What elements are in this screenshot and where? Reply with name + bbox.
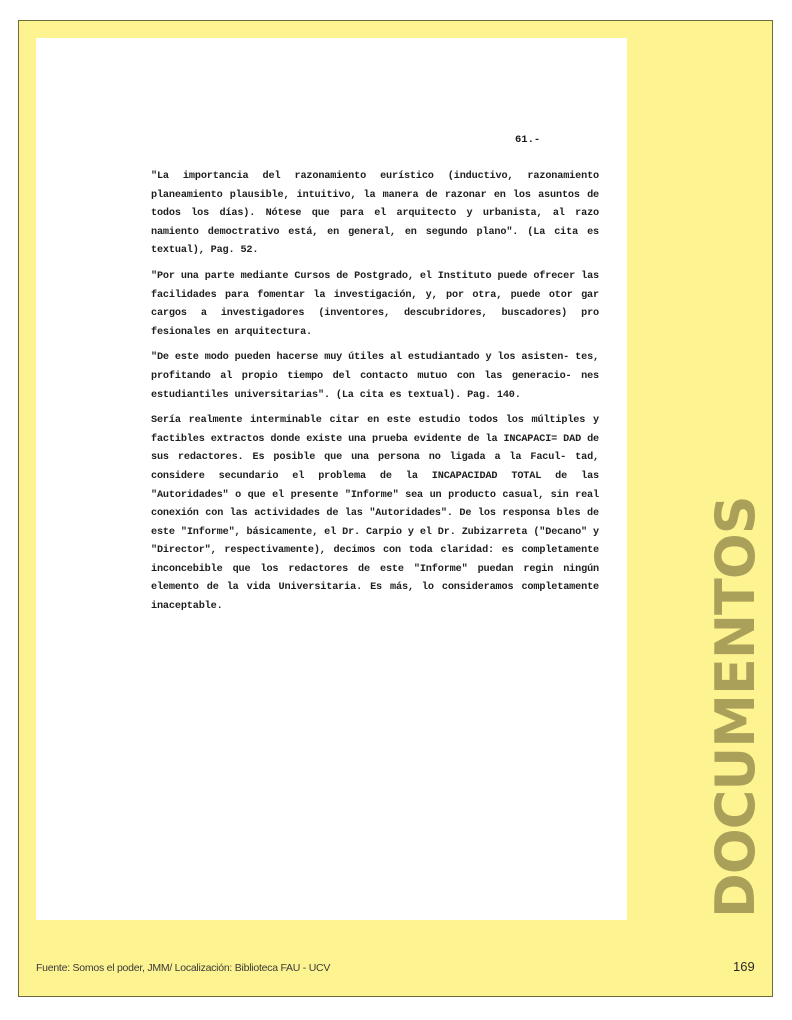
document-paragraph: "La importancia del razonamiento eurístico (inductivo, razonamiento planeamiento plausible, intuitivo, la manera de razonar en los asuntos de todos los días). Nótese que para el arquitecto y urbanista, al razo namiento democtrativo está, en general, en segundo plano". (La cita es textual), Pag. 52. [151,171,599,257]
document-page-marker: 61.- [515,134,541,146]
page-number: 169 [733,959,755,974]
document-paragraph: "De este modo pueden hacerse muy útiles al estudiantado y los asisten- tes, profitando al propio tiempo del contacto mutuo con las generacio- nes estudiantiles universitarias". (La cita es textual). Pag. 140. [151,352,599,401]
document-paragraph: Sería realmente interminable citar en este estudio todos los múltiples y factibles extractos donde existe una prueba evidente de la INCAPACI= DAD de sus redactores. Es posible que una persona no ligada a la Facul- tad, considere secundario el problema de la INCAPACIDAD TOTAL de las "Autoridades" o que el presente "Informe" sea un producto casual, sin real conexión con las actividades de las "Autoridades". De los responsa bles de este "Informe", básicamente, el Dr. Carpio y el Dr. Zubizarreta ("Decano" y "Director", respectivamente), decimos con toda claridad: es completamente inconcebible que los redactores de este "Informe" puedan regin ningún elemento de la vida Universitaria. Es más, lo consideramos completamente inaceptable. [151,415,599,613]
section-title-vertical: DOCUMENTOS [704,496,767,918]
source-caption: Fuente: Somos el poder, JMM/ Localización: Biblioteca FAU - UCV [36,962,331,974]
document-body [151,168,599,624]
document-paragraph: "Por una parte mediante Cursos de Postgrado, el Instituto puede ofrecer las facilidades para fomentar la investigación, y, por otra, puede otor gar cargos a investigadores (inventores, descubridores, buscadores) pro fesionales en arquitectura. [151,270,599,338]
scanned-document [36,38,627,920]
